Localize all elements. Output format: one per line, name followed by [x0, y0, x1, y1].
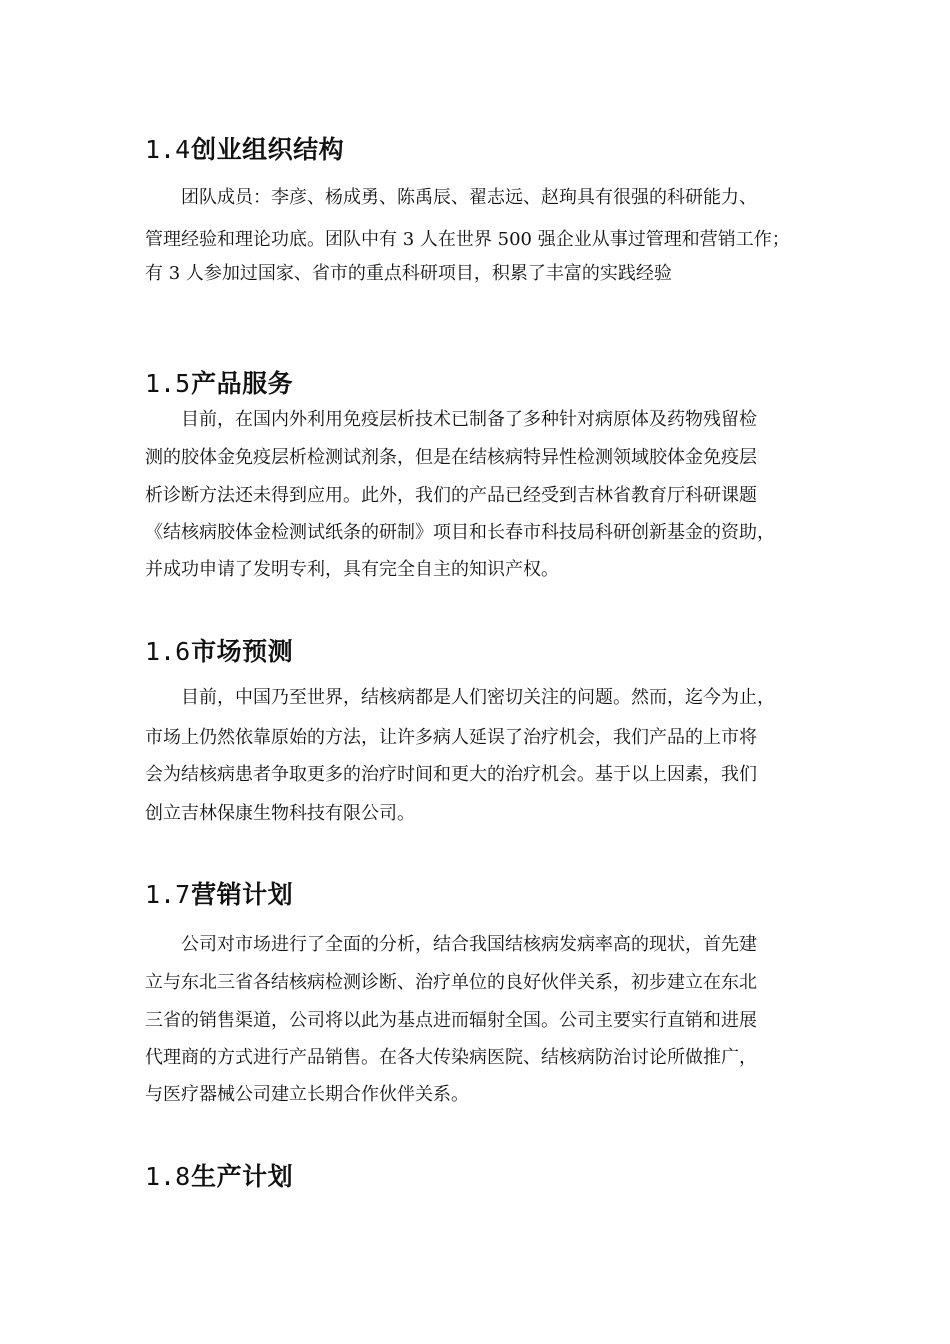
paragraph-line: 测的胶体金免疫层析检测试剂条，但是在结核病特异性检测领域胶体金免疫层 — [145, 447, 757, 468]
paragraph-line: 《结核病胶体金检测试纸条的研制》项目和长春市科技局科研创新基金的资助， — [145, 522, 775, 543]
section-heading-1-8 — [145, 1162, 293, 1192]
paragraph-line: 有 3 人参加过国家、省市的重点科研项目，积累了丰富的实践经验 — [145, 263, 672, 284]
section-number: 1.4 — [145, 135, 191, 164]
section-heading-1-7 — [145, 880, 293, 910]
paragraph-line: 代理商的方式进行产品销售。在各大传染病医院、结核病防治讨论所做推广， — [145, 1047, 757, 1068]
paragraph-line: 会为结核病患者争取更多的治疗时间和更大的治疗机会。基于以上因素，我们 — [145, 764, 757, 785]
paragraph-line: 公司对市场进行了全面的分析，结合我国结核病发病率高的现状，首先建 — [181, 934, 757, 955]
paragraph-line: 管理经验和理论功底。团队中有 3 人在世界 500 强企业从事过管理和营销工作； — [145, 229, 790, 250]
section-heading-1-4 — [145, 135, 344, 165]
section-number: 1.6 — [145, 637, 191, 666]
section-heading-1-6 — [145, 637, 293, 667]
section-number: 1.8 — [145, 1162, 191, 1191]
section-title: 市场预测 — [191, 637, 294, 666]
section-number: 1.7 — [145, 880, 191, 909]
paragraph-line: 并成功申请了发明专利，具有完全自主的知识产权。 — [145, 559, 559, 580]
paragraph-line: 团队成员：李彦、杨成勇、陈禹辰、翟志远、赵珣具有很强的科研能力、 — [181, 187, 757, 208]
section-heading-1-5 — [145, 369, 293, 399]
paragraph-line: 三省的销售渠道，公司将以此为基点进而辐射全国。公司主要实行直销和进展 — [145, 1010, 757, 1031]
section-number: 1.5 — [145, 369, 191, 398]
paragraph-line: 目前，中国乃至世界，结核病都是人们密切关注的问题。然而，迄今为止， — [181, 687, 775, 708]
section-title: 营销计划 — [191, 880, 294, 909]
paragraph-line: 市场上仍然依靠原始的方法，让许多病人延误了治疗机会，我们产品的上市将 — [145, 727, 757, 748]
paragraph-line: 目前，在国内外利用免疫层析技术已制备了多种针对病原体及药物残留检 — [181, 409, 757, 430]
section-title: 创业组织结构 — [191, 135, 345, 164]
paragraph-line: 与医疗器械公司建立长期合作伙伴关系。 — [145, 1084, 469, 1105]
section-title: 产品服务 — [191, 369, 294, 398]
paragraph-line: 创立吉林保康生物科技有限公司。 — [145, 803, 415, 824]
paragraph-line: 析诊断方法还未得到应用。此外，我们的产品已经受到吉林省教育厅科研课题 — [145, 485, 757, 506]
section-title: 生产计划 — [191, 1162, 294, 1191]
paragraph-line: 立与东北三省各结核病检测诊断、治疗单位的良好伙伴关系，初步建立在东北 — [145, 972, 757, 993]
